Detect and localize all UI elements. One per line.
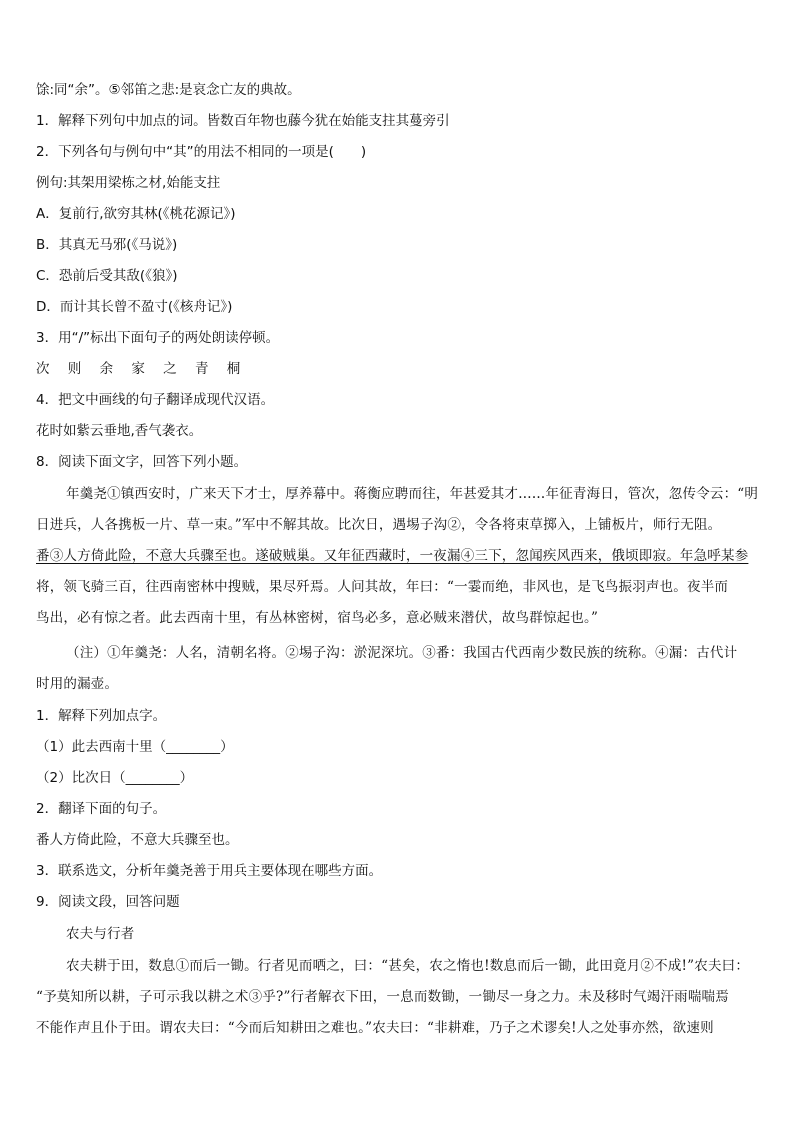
passage-line: 鸟出，必有惊之者。此去西南十里，有丛林密树，宿鸟必多，意必贼来潜伏，故鸟群惊起也。”: [36, 610, 599, 626]
translate-sentence: 花时如紫云垂地,香气袭衣。: [36, 423, 203, 439]
passage-line: 年羹尧①镇西安时，广来天下才士，厚养幕中。蒋衡应聘而往，年甚爱其才……年征青海日，管次，忽传令云：“明: [66, 486, 759, 502]
passage-line: 日进兵，人各携板一片、草一束。”军中不解其故。比次日，遇埸子沟②，令各将束草掷入，上铺板片，师行无阻。: [36, 517, 722, 533]
example-sentence: 例句:其架用梁栋之材,始能支拄: [36, 175, 221, 191]
option-d: D．而计其长曾不盈寸(《核舟记》): [36, 299, 233, 315]
question-8-1-item-2: （2）比次日（________）: [36, 770, 194, 786]
section-8-heading: 8．阅读下面文字，回答下列小题。: [36, 454, 248, 470]
pause-sentence: 次 则 余 家 之 青 桐: [36, 361, 248, 377]
story-line: 不能作声且仆于田。谓农夫曰：“今而后知耕田之难也。”农夫曰：“非耕难，乃子之术谬矣!人之处事亦然，欲速则: [36, 1020, 714, 1036]
story-line: 农夫耕于田，数息①而后一锄。行者见而哂之，曰：“甚矣，农之惰也!数息而后一锄，此田竟月②不成!”农夫曰：: [66, 958, 750, 974]
section-9-heading: 9．阅读文段，回答问题: [36, 894, 180, 910]
question-8-2: 2．翻译下面的句子。: [36, 801, 167, 817]
option-c: C．恐前后受其敌(《狼》): [36, 268, 178, 284]
question-8-2-sentence: 番人方倚此险，不意大兵骤至也。: [36, 832, 239, 848]
annotation-line: 时用的漏壶。: [36, 676, 119, 692]
annotation-line: （注）①年羹尧：人名，清朝名将。②埸子沟：淤泥深坑。③番：我国古代西南少数民族的统称。④漏：古代计: [66, 645, 738, 661]
question-3: 3．用“/”标出下面句子的两处朗读停顿。: [36, 330, 280, 346]
question-8-1: 1．解释下列加点字。: [36, 708, 167, 724]
passage-line: 将，领飞骑三百，往西南密林中搜贼，果尽歼焉。人问其故，年曰：“一霎而绝，非风也，是飞鸟振羽声也。夜半而: [36, 579, 729, 595]
note-line: 馀:同“余”。⑤邻笛之悲:是哀念亡友的典故。: [36, 82, 301, 98]
underlined-sentence: 番③人方倚此险，不意大兵骤至也。遂破贼巢。又年征西藏时，一夜漏④三下，忽闻疾风西来，俄顷即寂。年急呼某参: [36, 548, 749, 564]
option-b: B．其真无马邪(《马说》): [36, 237, 178, 253]
option-a: A．复前行,欲穷其林(《桃花源记》): [36, 206, 236, 222]
question-8-1-item-1: （1）此去西南十里（________）: [36, 739, 234, 755]
question-2: 2．下列各句与例句中“其”的用法不相同的一项是( ): [36, 144, 367, 160]
story-line: “予莫知所以耕，子可示我以耕之术③乎?”行者解衣下田，一息而数锄，一锄尽一身之力。未及移时气竭汗雨喘喘焉: [36, 989, 729, 1005]
passage-line-underlined: [36, 546, 760, 566]
question-1: 1．解释下列句中加点的词。皆数百年物也藤今犹在始能支拄其蔓旁引: [36, 113, 450, 129]
story-title: 农夫与行者: [66, 926, 135, 942]
question-8-3: 3．联系选文，分析年羹尧善于用兵主要体现在哪些方面。: [36, 863, 383, 879]
question-4: 4．把文中画线的句子翻译成现代汉语。: [36, 392, 275, 408]
